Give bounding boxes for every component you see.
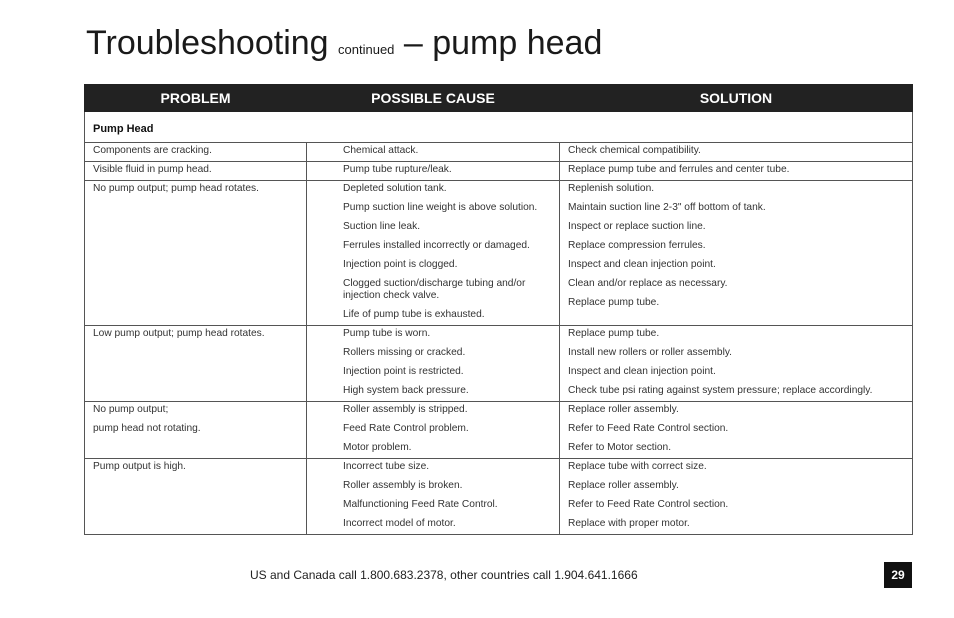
solution-line: Install new rollers or roller assembly. xyxy=(568,347,732,358)
solution-line: Inspect or replace suction line. xyxy=(568,221,706,232)
table-row xyxy=(85,181,913,326)
cause-line: Pump tube is worn. xyxy=(343,328,431,339)
problem-line: No pump output; xyxy=(93,404,169,415)
cause-line: Ferrules installed incorrectly or damaged. xyxy=(343,240,530,251)
problem-cell xyxy=(85,459,307,535)
cause-cell xyxy=(307,459,560,535)
solution-line: Clean and/or replace as necessary. xyxy=(568,278,728,289)
cause-line: Clogged suction/discharge tubing and/or injection check valve. xyxy=(343,278,526,301)
cause-line: Depleted solution tank. xyxy=(343,183,447,194)
cause-line: Incorrect tube size. xyxy=(343,461,430,472)
problem-cell xyxy=(85,181,307,326)
header-row xyxy=(85,85,913,112)
cause-line: Suction line leak. xyxy=(343,221,421,232)
cause-line: Incorrect model of motor. xyxy=(343,518,456,529)
solution-line: Replace tube with correct size. xyxy=(568,461,707,472)
solution-line: Check tube psi rating against system pressure; replace accordingly. xyxy=(568,385,873,396)
solution-line: Replace pump tube and ferrules and center tube. xyxy=(568,164,790,175)
page-title xyxy=(86,26,602,60)
troubleshooting-table xyxy=(84,84,913,535)
page-number: 29 xyxy=(884,562,912,588)
solution-line: Inspect and clean injection point. xyxy=(568,259,716,270)
table-row xyxy=(85,326,913,402)
cause-line: Feed Rate Control problem. xyxy=(343,423,469,434)
solution-line: Check chemical compatibility. xyxy=(568,145,701,156)
solution-line: Replenish solution. xyxy=(568,183,655,194)
cause-line: Chemical attack. xyxy=(343,145,419,156)
solution-cell xyxy=(560,162,913,181)
cause-cell xyxy=(307,326,560,402)
cause-line: Pump suction line weight is above solution. xyxy=(343,202,538,213)
solution-line: Refer to Motor section. xyxy=(568,442,672,453)
cause-line: Rollers missing or cracked. xyxy=(343,347,466,358)
problem-cell xyxy=(85,162,307,181)
problem-line: Components are cracking. xyxy=(93,145,212,156)
section-row xyxy=(85,112,913,143)
table-row xyxy=(85,402,913,459)
solution-line: Replace pump tube. xyxy=(568,297,660,308)
cause-cell xyxy=(307,162,560,181)
header-problem: PROBLEM xyxy=(85,85,307,112)
cause-line: High system back pressure. xyxy=(343,385,469,396)
solution-line: Replace pump tube. xyxy=(568,328,660,339)
cause-line: Injection point is clogged. xyxy=(343,259,458,270)
cause-line: Roller assembly is broken. xyxy=(343,480,463,491)
solution-line: Replace roller assembly. xyxy=(568,480,679,491)
problem-cell xyxy=(85,326,307,402)
cause-line: Motor problem. xyxy=(343,442,412,453)
table-row xyxy=(85,459,913,535)
title-main: Troubleshooting xyxy=(86,24,329,62)
cause-cell xyxy=(307,143,560,162)
solution-line: Inspect and clean injection point. xyxy=(568,366,716,377)
cause-cell xyxy=(307,181,560,326)
cause-line: Pump tube rupture/leak. xyxy=(343,164,452,175)
problem-line: No pump output; pump head rotates. xyxy=(93,183,259,194)
header-solution: SOLUTION xyxy=(560,85,913,112)
solution-line: Maintain suction line 2-3" off bottom of tank. xyxy=(568,202,766,213)
solution-line: Replace with proper motor. xyxy=(568,518,690,529)
cause-line: Malfunctioning Feed Rate Control. xyxy=(343,499,498,510)
title-continued: continued xyxy=(338,42,395,57)
solution-line: Replace compression ferrules. xyxy=(568,240,706,251)
solution-line: Refer to Feed Rate Control section. xyxy=(568,499,729,510)
solution-cell xyxy=(560,326,913,402)
table-row xyxy=(85,143,913,162)
header-possible-cause: POSSIBLE CAUSE xyxy=(307,85,560,112)
cause-line: Injection point is restricted. xyxy=(343,366,464,377)
solution-cell xyxy=(560,402,913,459)
problem-line: Pump output is high. xyxy=(93,461,186,472)
solution-line: Replace roller assembly. xyxy=(568,404,679,415)
problem-line: Low pump output; pump head rotates. xyxy=(93,328,265,339)
title-tail: – pump head xyxy=(403,24,603,62)
solution-cell xyxy=(560,459,913,535)
problem-line: pump head not rotating. xyxy=(93,423,201,434)
cause-line: Life of pump tube is exhausted. xyxy=(343,309,485,320)
solution-line: Refer to Feed Rate Control section. xyxy=(568,423,729,434)
cause-cell xyxy=(307,402,560,459)
section-heading: Pump Head xyxy=(85,112,913,143)
problem-line: Visible fluid in pump head. xyxy=(93,164,212,175)
solution-cell xyxy=(560,143,913,162)
problem-cell xyxy=(85,143,307,162)
cause-line: Roller assembly is stripped. xyxy=(343,404,468,415)
table-row xyxy=(85,162,913,181)
footer-contact: US and Canada call 1.800.683.2378, other countries call 1.904.641.1666 xyxy=(250,568,638,582)
solution-cell xyxy=(560,181,913,326)
problem-cell xyxy=(85,402,307,459)
